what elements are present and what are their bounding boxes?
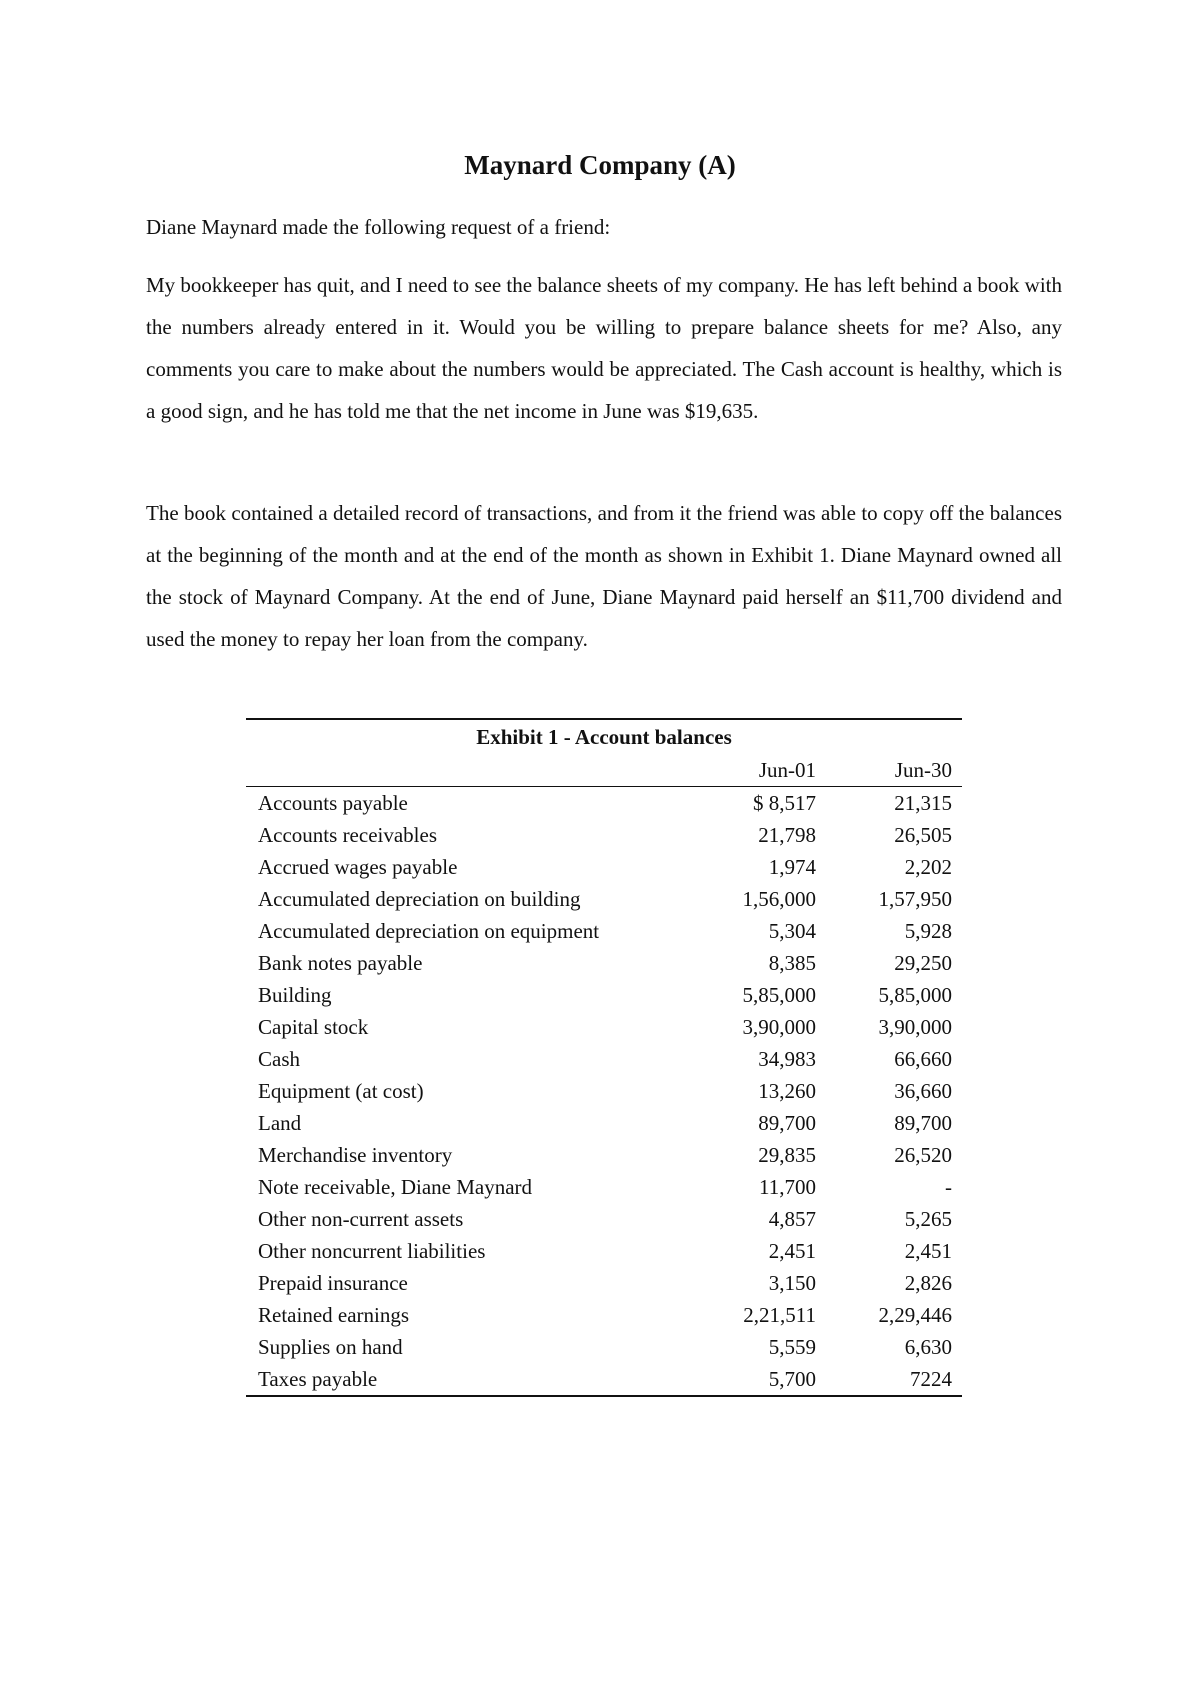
balance-jun30: 36,660 [894, 1079, 952, 1103]
table-row [246, 1363, 962, 1396]
balance-jun30: 21,315 [894, 791, 952, 815]
exhibit-table [246, 718, 962, 1397]
balance-jun30: 5,265 [904, 1207, 952, 1231]
balance-jun30: 89,700 [894, 1111, 952, 1135]
table-row [246, 1235, 962, 1267]
account-label: Capital stock [258, 1015, 369, 1039]
balance-jun01: 3,150 [768, 1271, 816, 1295]
table-row [246, 819, 962, 851]
account-label: Land [258, 1111, 302, 1135]
balance-jun01: 11,700 [759, 1175, 816, 1199]
table-row [246, 979, 962, 1011]
table-row [246, 1075, 962, 1107]
balance-jun30: 26,505 [894, 823, 952, 847]
balance-jun30: 66,660 [894, 1047, 952, 1071]
account-label: Accumulated depreciation on building [258, 887, 581, 911]
balance-jun01: 5,700 [688, 1363, 816, 1396]
balance-jun01: 21,798 [758, 823, 816, 847]
table-row [246, 1107, 962, 1139]
balance-jun30: 26,520 [894, 1143, 952, 1167]
balance-jun01: 3,90,000 [742, 1015, 816, 1039]
column-header-jun30: Jun-30 [816, 754, 962, 787]
account-label: Merchandise inventory [258, 1143, 453, 1167]
balance-jun30: 6,630 [904, 1335, 952, 1359]
account-label: Accounts payable [258, 791, 408, 815]
table-row [246, 1203, 962, 1235]
balance-jun01: 5,304 [768, 919, 816, 943]
account-label: Accrued wages payable [258, 855, 458, 879]
exhibit-caption-row [246, 719, 962, 754]
table-row [246, 1299, 962, 1331]
balance-jun01: 5,559 [768, 1335, 816, 1359]
balance-jun01: $ 8,517 [753, 791, 816, 815]
balance-jun01: 2,451 [768, 1239, 816, 1263]
table-row [246, 883, 962, 915]
header-blank [246, 754, 688, 787]
context-paragraph: The book contained a detailed record of transactions, and from it the friend was able to copy off the balances at the beginning of the month and at the end of the month as shown in Exhibit 1. Diane Maynard owned all the stock of Maynard Company. At the end of June, Diane Maynard paid herself an $11,700 dividend and used the money to repay her loan from the company. [146, 501, 1062, 651]
balance-jun30: 2,826 [904, 1271, 952, 1295]
balance-jun30: 2,202 [904, 855, 952, 879]
document-title: Maynard Company (A) [464, 150, 736, 180]
table-row [246, 1331, 962, 1363]
column-header-jun01: Jun-01 [688, 754, 816, 787]
balance-jun01: 34,983 [758, 1047, 816, 1071]
balance-jun01: 29,835 [758, 1143, 816, 1167]
balance-jun01: 5,85,000 [742, 983, 816, 1007]
table-row [246, 1267, 962, 1299]
account-label: Other non-current assets [258, 1207, 464, 1231]
account-label: Supplies on hand [258, 1335, 403, 1359]
balance-jun01: 2,21,511 [743, 1303, 816, 1327]
account-label: Bank notes payable [258, 951, 423, 975]
account-label: Building [258, 983, 332, 1007]
account-label: Accounts receivables [258, 823, 438, 847]
account-label: Retained earnings [258, 1303, 410, 1327]
balance-jun30: 5,928 [904, 919, 952, 943]
balance-jun30: 29,250 [894, 951, 952, 975]
table-row [246, 915, 962, 947]
balance-jun01: 1,974 [768, 855, 816, 879]
balance-jun01: 4,857 [768, 1207, 816, 1231]
account-label: Note receivable, Diane Maynard [258, 1175, 533, 1199]
balance-jun01: 13,260 [758, 1079, 816, 1103]
account-label: Accumulated depreciation on equipment [258, 919, 600, 943]
balance-jun30: 7224 [816, 1363, 962, 1396]
table-row [246, 1171, 962, 1203]
exhibit-header-row [246, 754, 962, 787]
balance-jun30: 1,57,950 [878, 887, 952, 911]
balance-jun30: 5,85,000 [878, 983, 952, 1007]
account-label: Equipment (at cost) [258, 1079, 424, 1103]
balance-jun30: - [945, 1175, 952, 1199]
exhibit-body [246, 787, 962, 1397]
table-row [246, 1043, 962, 1075]
balance-jun01: 8,385 [768, 951, 816, 975]
request-paragraph: My bookkeeper has quit, and I need to see the balance sheets of my company. He has left behind a book with the numbers already entered in it. Would you be willing to prepare balance sheets for me? Also, any comments you care to make about the numbers would be appreciated. The Cash account is healthy, which is a good sign, and he has told me that the net income in June was $19,635. [146, 273, 1062, 423]
balance-jun30: 2,451 [904, 1239, 952, 1263]
table-row [246, 1139, 962, 1171]
balance-jun01: 1,56,000 [742, 887, 816, 911]
account-label: Prepaid insurance [258, 1271, 408, 1295]
balance-jun01: 89,700 [758, 1111, 816, 1135]
table-row [246, 947, 962, 979]
account-label: Cash [258, 1047, 300, 1071]
table-row [246, 851, 962, 883]
balance-jun30: 3,90,000 [878, 1015, 952, 1039]
balance-jun30: 2,29,446 [878, 1303, 952, 1327]
account-label: Other noncurrent liabilities [258, 1239, 486, 1263]
table-row [246, 1011, 962, 1043]
exhibit-caption: Exhibit 1 - Account balances [246, 719, 962, 754]
account-label: Taxes payable [246, 1363, 688, 1396]
intro-paragraph: Diane Maynard made the following request of a friend: [146, 215, 611, 239]
table-row [246, 787, 962, 820]
